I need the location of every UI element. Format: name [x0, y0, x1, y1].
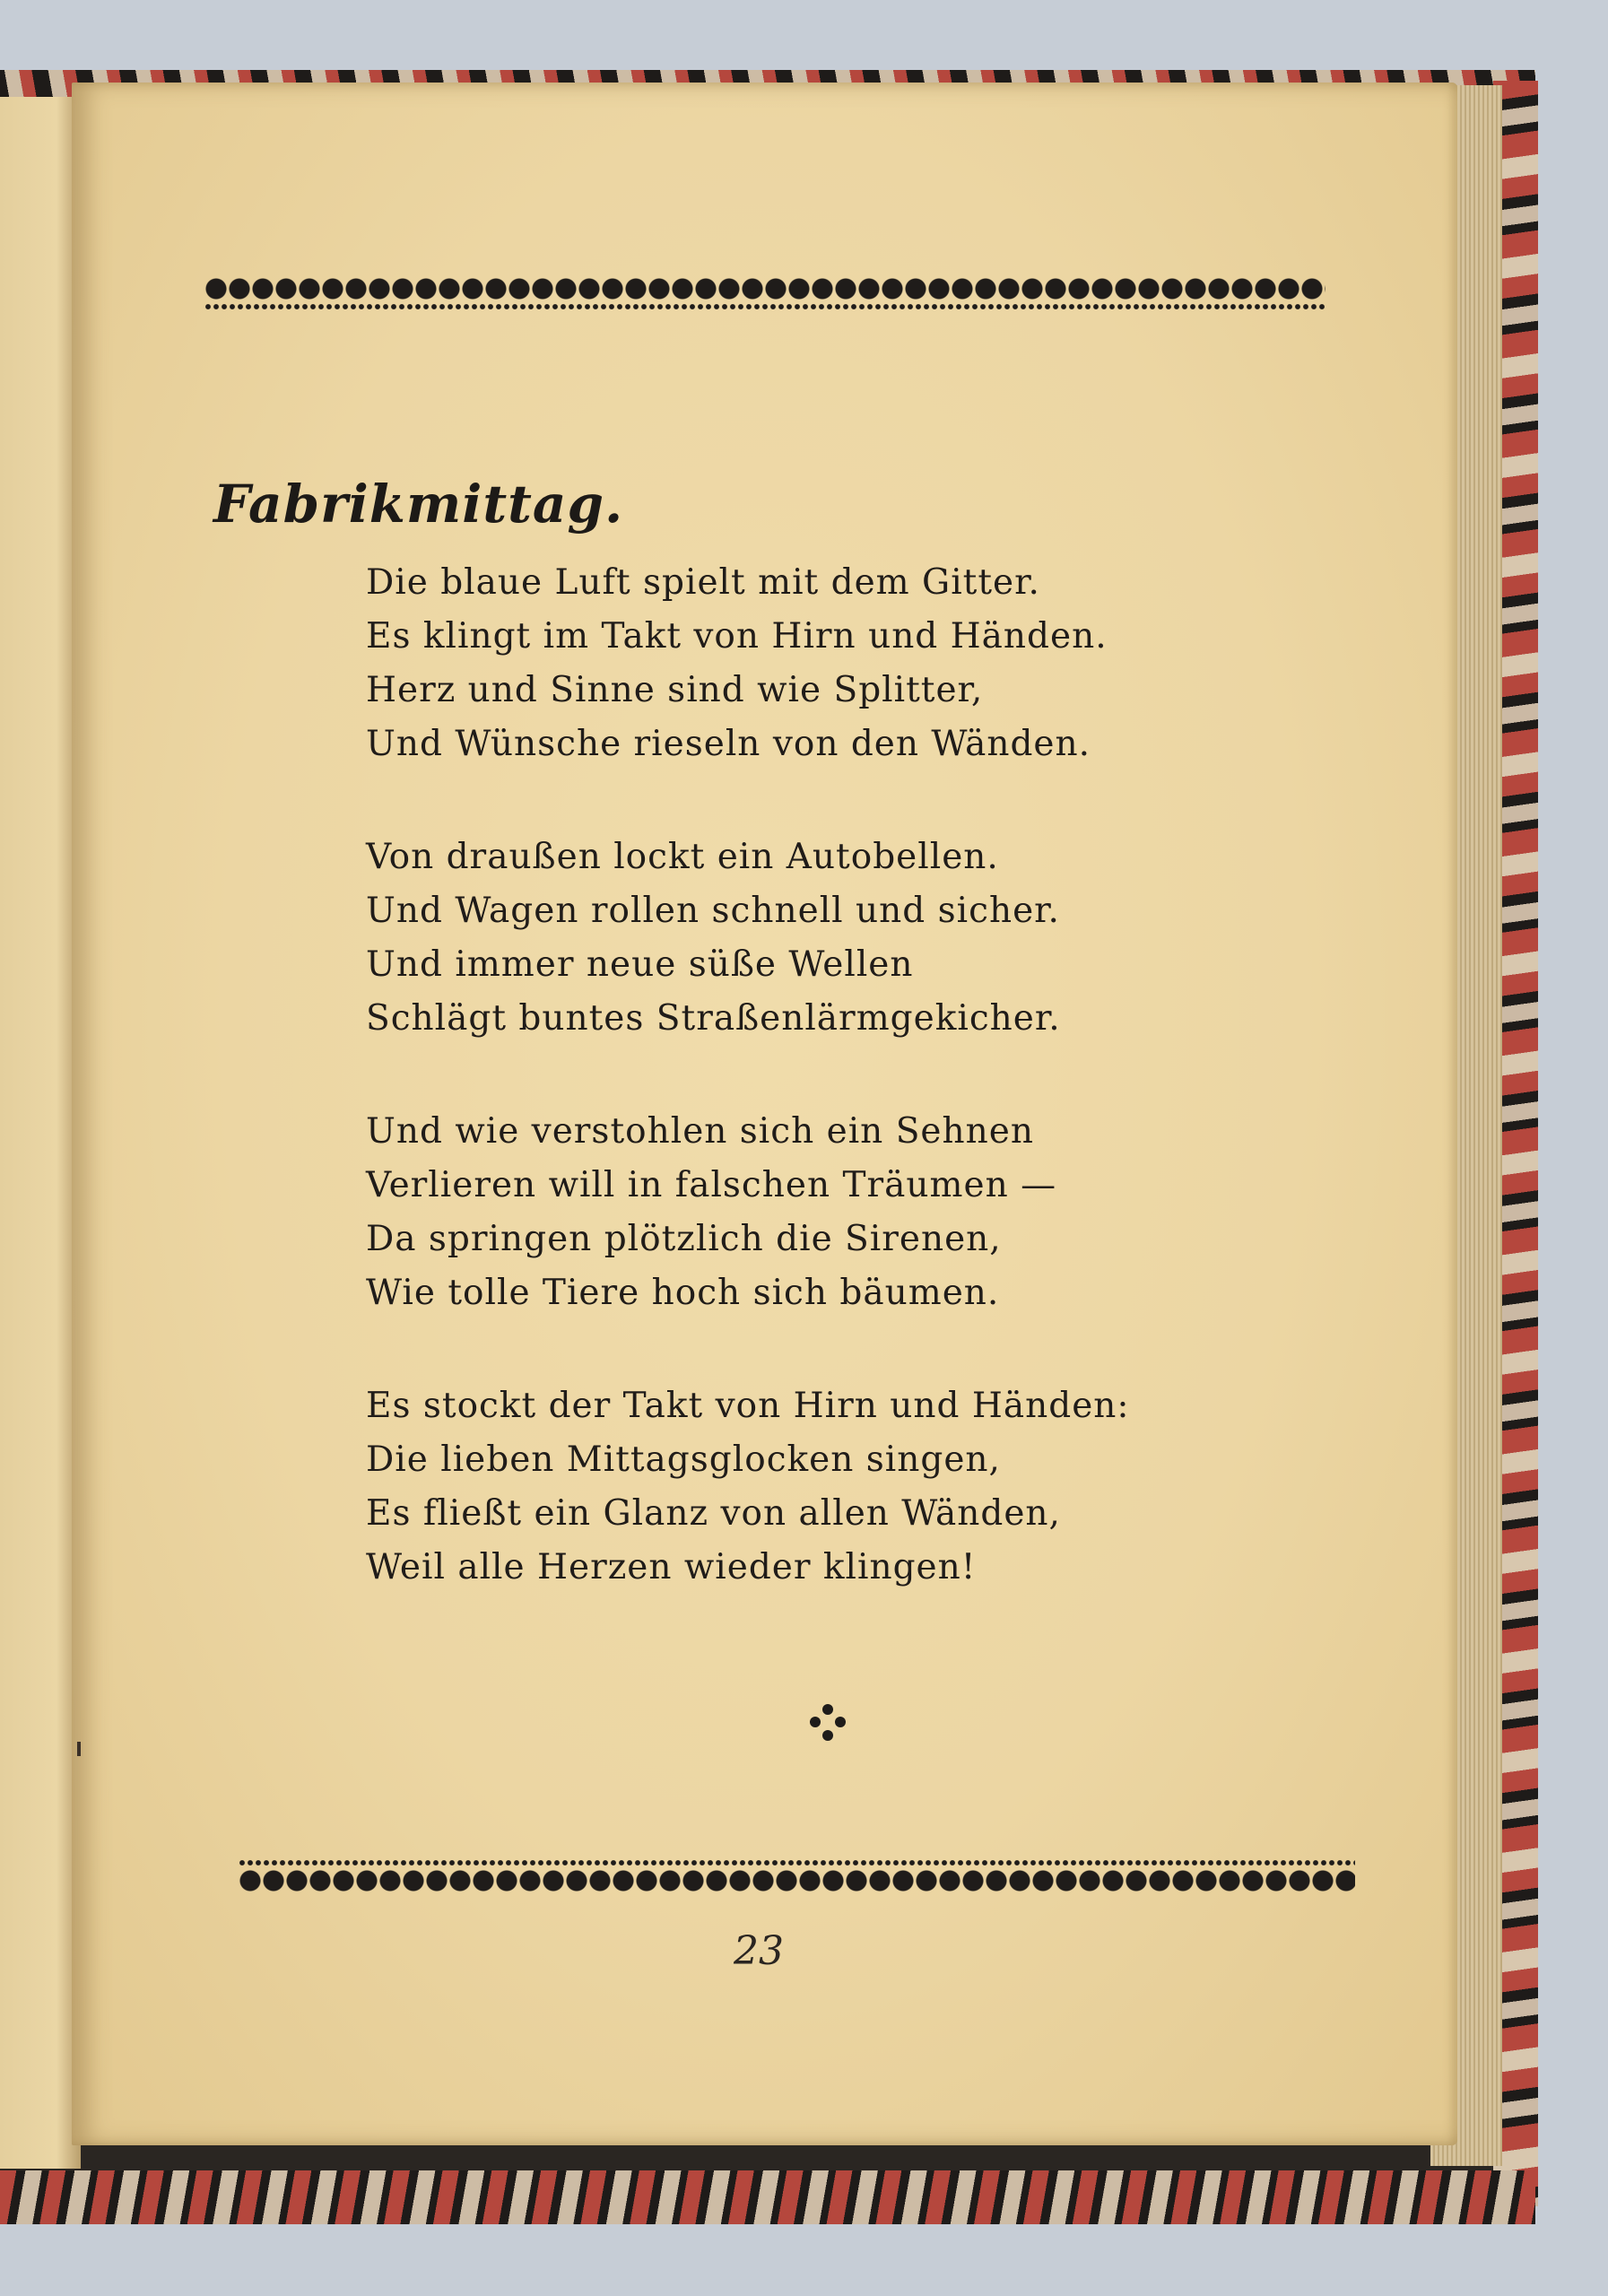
poem-line: Und immer neue süße Wellen [366, 944, 914, 985]
cover-pattern-bottom [0, 2170, 1535, 2224]
page-number: 23 [734, 1928, 784, 1974]
stanza-3 [366, 1105, 1173, 1320]
poem-line: Schlägt buntes Straßenlärmgekicher. [366, 998, 1061, 1039]
poem-body [366, 556, 1173, 1654]
poem-line: Und wie verstohlen sich ein Sehnen [366, 1111, 1034, 1152]
poem-line: Es fließt ein Glanz von allen Wänden, [366, 1493, 1061, 1534]
fleuron-icon [807, 1702, 848, 1744]
poem-line: Von draußen lockt ein Autobellen. [366, 837, 999, 877]
poem-line: Und Wünsche rieseln von den Wänden. [366, 724, 1091, 764]
poem-line: Da springen plötzlich die Sirenen, [366, 1219, 1002, 1259]
poem-title: Fabrikmittag. [213, 474, 624, 535]
binding-mark [77, 1742, 81, 1756]
left-page [0, 97, 81, 2169]
poem-line: Und Wagen rollen schnell und sicher. [366, 891, 1060, 931]
poem-line: Wie tolle Tiere hoch sich bäumen. [366, 1273, 1000, 1313]
dotted-border-icon [239, 1855, 1355, 1896]
poem-line: Die blaue Luft spielt mit dem Gitter. [366, 562, 1040, 603]
poem-line: Es klingt im Takt von Hirn und Händen. [366, 616, 1108, 657]
dotted-border-icon [204, 273, 1326, 314]
stanza-4 [366, 1379, 1173, 1595]
poem-line: Es stockt der Takt von Hirn und Händen: [366, 1386, 1130, 1426]
poem-line: Herz und Sinne sind wie Splitter, [366, 670, 984, 710]
stanza-1 [366, 556, 1173, 771]
poem-line: Weil alle Herzen wieder klingen! [366, 1547, 977, 1587]
poem-line: Die lieben Mittagsglocken singen, [366, 1439, 1001, 1480]
poem-line: Verlieren will in falschen Träumen — [366, 1165, 1057, 1205]
stanza-2 [366, 831, 1173, 1046]
